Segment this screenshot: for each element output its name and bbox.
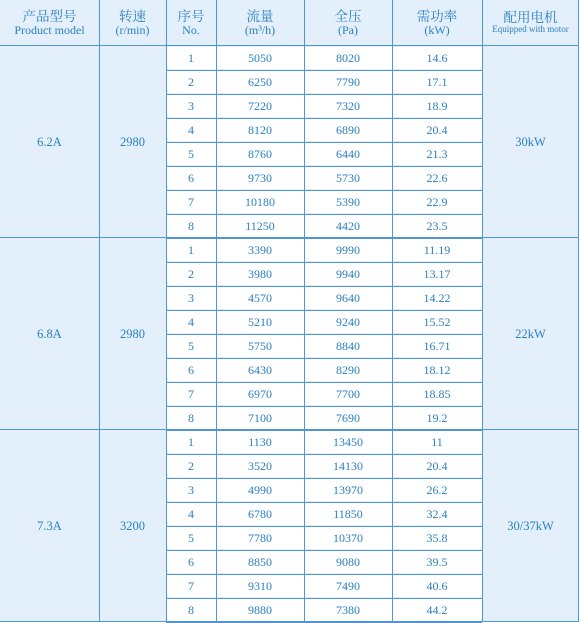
cell-flow: 5210 [248, 314, 272, 329]
cell-no: 1 [188, 434, 194, 449]
header-speed-cn: 转速 [119, 8, 146, 24]
header-flow-cn: 流量 [246, 8, 274, 24]
header-speed [99, 0, 166, 46]
header-motor-en: Equipped with motor [492, 24, 569, 35]
cell-pressure: 10370 [333, 530, 363, 545]
cell-pressure: 9940 [336, 266, 360, 281]
cell-no: 6 [188, 554, 194, 569]
cell-pressure: 8290 [336, 362, 360, 377]
cell-power: 35.8 [426, 530, 448, 545]
cell-power: 18.12 [423, 362, 451, 377]
cell-power: 39.5 [426, 554, 448, 569]
cell-flow: 6970 [248, 386, 272, 401]
header-pressure-en: (Pa) [338, 22, 358, 37]
cell-flow: 3390 [248, 242, 272, 257]
header-pressure [304, 0, 392, 46]
header-flow-en: (m³/h) [244, 22, 276, 37]
column-rule [166, 0, 167, 622]
speed-cell: 2980 [120, 326, 145, 341]
cell-power: 20.4 [426, 122, 448, 137]
cell-pressure: 8020 [336, 50, 360, 65]
cell-flow: 8120 [248, 122, 272, 137]
cell-pressure: 9080 [336, 554, 360, 569]
cell-pressure: 6440 [336, 146, 360, 161]
cell-flow: 9730 [248, 170, 272, 185]
cell-no: 1 [188, 242, 194, 257]
header-power-en: (kW) [424, 22, 450, 37]
model-cell: 7.3A [37, 518, 62, 533]
cell-flow: 7220 [248, 98, 272, 113]
cell-pressure: 5730 [336, 170, 360, 185]
cell-no: 3 [188, 482, 194, 497]
speed-cell: 2980 [120, 134, 145, 149]
cell-flow: 9310 [248, 578, 272, 593]
cell-power: 19.2 [426, 410, 448, 425]
header-power [392, 0, 482, 46]
cell-pressure: 11850 [333, 506, 363, 521]
header-pressure-cn: 全压 [334, 8, 362, 24]
cell-flow: 3980 [248, 266, 272, 281]
cell-flow: 5050 [248, 50, 272, 65]
cell-power: 11.19 [423, 242, 451, 257]
cell-pressure: 4420 [336, 218, 360, 233]
cell-no: 4 [188, 122, 194, 137]
cell-pressure: 9640 [336, 290, 360, 305]
cell-no: 5 [188, 146, 194, 161]
cell-power: 32.4 [426, 506, 448, 521]
column-rule [99, 0, 100, 622]
cell-no: 3 [188, 290, 194, 305]
cell-pressure: 7380 [336, 602, 360, 617]
header-no [166, 0, 216, 46]
column-rule [482, 0, 483, 622]
cell-power: 14.22 [423, 290, 451, 305]
cell-power: 22.9 [426, 194, 448, 209]
cell-flow: 4990 [248, 482, 272, 497]
cell-pressure: 6890 [336, 122, 360, 137]
cell-no: 7 [188, 194, 194, 209]
cell-power: 44.2 [426, 602, 448, 617]
cell-pressure: 7700 [336, 386, 360, 401]
header-power-cn: 需功率 [416, 8, 458, 24]
header-no-cn: 序号 [177, 8, 205, 24]
model-cell: 6.8A [37, 326, 62, 341]
cell-flow: 7100 [248, 410, 272, 425]
cell-power: 13.17 [423, 266, 451, 281]
cell-power: 26.2 [426, 482, 448, 497]
cell-no: 7 [188, 578, 194, 593]
cell-no: 8 [188, 410, 194, 425]
cell-no: 4 [188, 506, 194, 521]
cell-power: 21.3 [426, 146, 448, 161]
cell-pressure: 9990 [336, 242, 360, 257]
cell-pressure: 7690 [336, 410, 360, 425]
cell-no: 2 [188, 458, 194, 473]
cell-power: 23.5 [426, 218, 448, 233]
cell-power: 14.6 [426, 50, 448, 65]
cell-pressure: 9240 [336, 314, 360, 329]
cell-flow: 8850 [248, 554, 272, 569]
cell-power: 40.6 [426, 578, 448, 593]
speed-cell: 3200 [120, 518, 145, 533]
header-flow [216, 0, 304, 46]
cell-flow: 6430 [248, 362, 272, 377]
cell-flow: 9880 [248, 602, 272, 617]
cell-flow: 11250 [245, 218, 275, 233]
model-cell: 6.2A [37, 134, 62, 149]
cell-pressure: 14130 [333, 458, 363, 473]
column-rule [216, 0, 217, 622]
cell-no: 8 [188, 602, 194, 617]
header-speed-en: (r/min) [115, 22, 150, 37]
motor-cell: 30kW [515, 134, 546, 149]
header-rule [0, 45, 579, 46]
cell-no: 7 [188, 386, 194, 401]
cell-no: 5 [188, 530, 194, 545]
cell-no: 2 [188, 74, 194, 89]
cell-flow: 6250 [248, 74, 272, 89]
cell-no: 4 [188, 314, 194, 329]
cell-power: 15.52 [423, 314, 451, 329]
header-no-en: No. [182, 22, 200, 37]
cell-flow: 7780 [248, 530, 272, 545]
column-rule [304, 0, 305, 622]
cell-no: 5 [188, 338, 194, 353]
cell-flow: 8760 [248, 146, 272, 161]
cell-no: 3 [188, 98, 194, 113]
cell-power: 17.1 [426, 74, 448, 89]
cell-no: 2 [188, 266, 194, 281]
cell-flow: 4570 [248, 290, 272, 305]
cell-pressure: 8840 [336, 338, 360, 353]
cell-flow: 1130 [248, 434, 272, 449]
header-motor [482, 0, 579, 46]
cell-power: 18.9 [426, 98, 448, 113]
cell-pressure: 13970 [333, 482, 363, 497]
cell-flow: 5750 [248, 338, 272, 353]
header-model-cn: 产品型号 [22, 8, 77, 24]
header-model-en: Product model [14, 22, 85, 37]
column-rule [392, 0, 393, 622]
cell-power: 18.85 [423, 386, 451, 401]
cell-no: 1 [188, 50, 194, 65]
cell-no: 6 [188, 170, 194, 185]
cell-no: 6 [188, 362, 194, 377]
cell-flow: 3520 [248, 458, 272, 473]
cell-power: 11 [431, 434, 443, 449]
cell-power: 20.4 [426, 458, 448, 473]
cell-flow: 10180 [245, 194, 275, 209]
cell-pressure: 5390 [336, 194, 360, 209]
cell-pressure: 7490 [336, 578, 360, 593]
motor-cell: 22kW [515, 326, 546, 341]
cell-flow: 6780 [248, 506, 272, 521]
header-model [0, 0, 99, 46]
cell-no: 8 [188, 218, 194, 233]
cell-power: 22.6 [426, 170, 448, 185]
motor-cell: 30/37kW [507, 518, 554, 533]
cell-power: 16.71 [423, 338, 451, 353]
cell-pressure: 7320 [336, 98, 360, 113]
cell-pressure: 7790 [336, 74, 360, 89]
header-motor-cn: 配用电机 [503, 10, 558, 26]
cell-pressure: 13450 [333, 434, 363, 449]
